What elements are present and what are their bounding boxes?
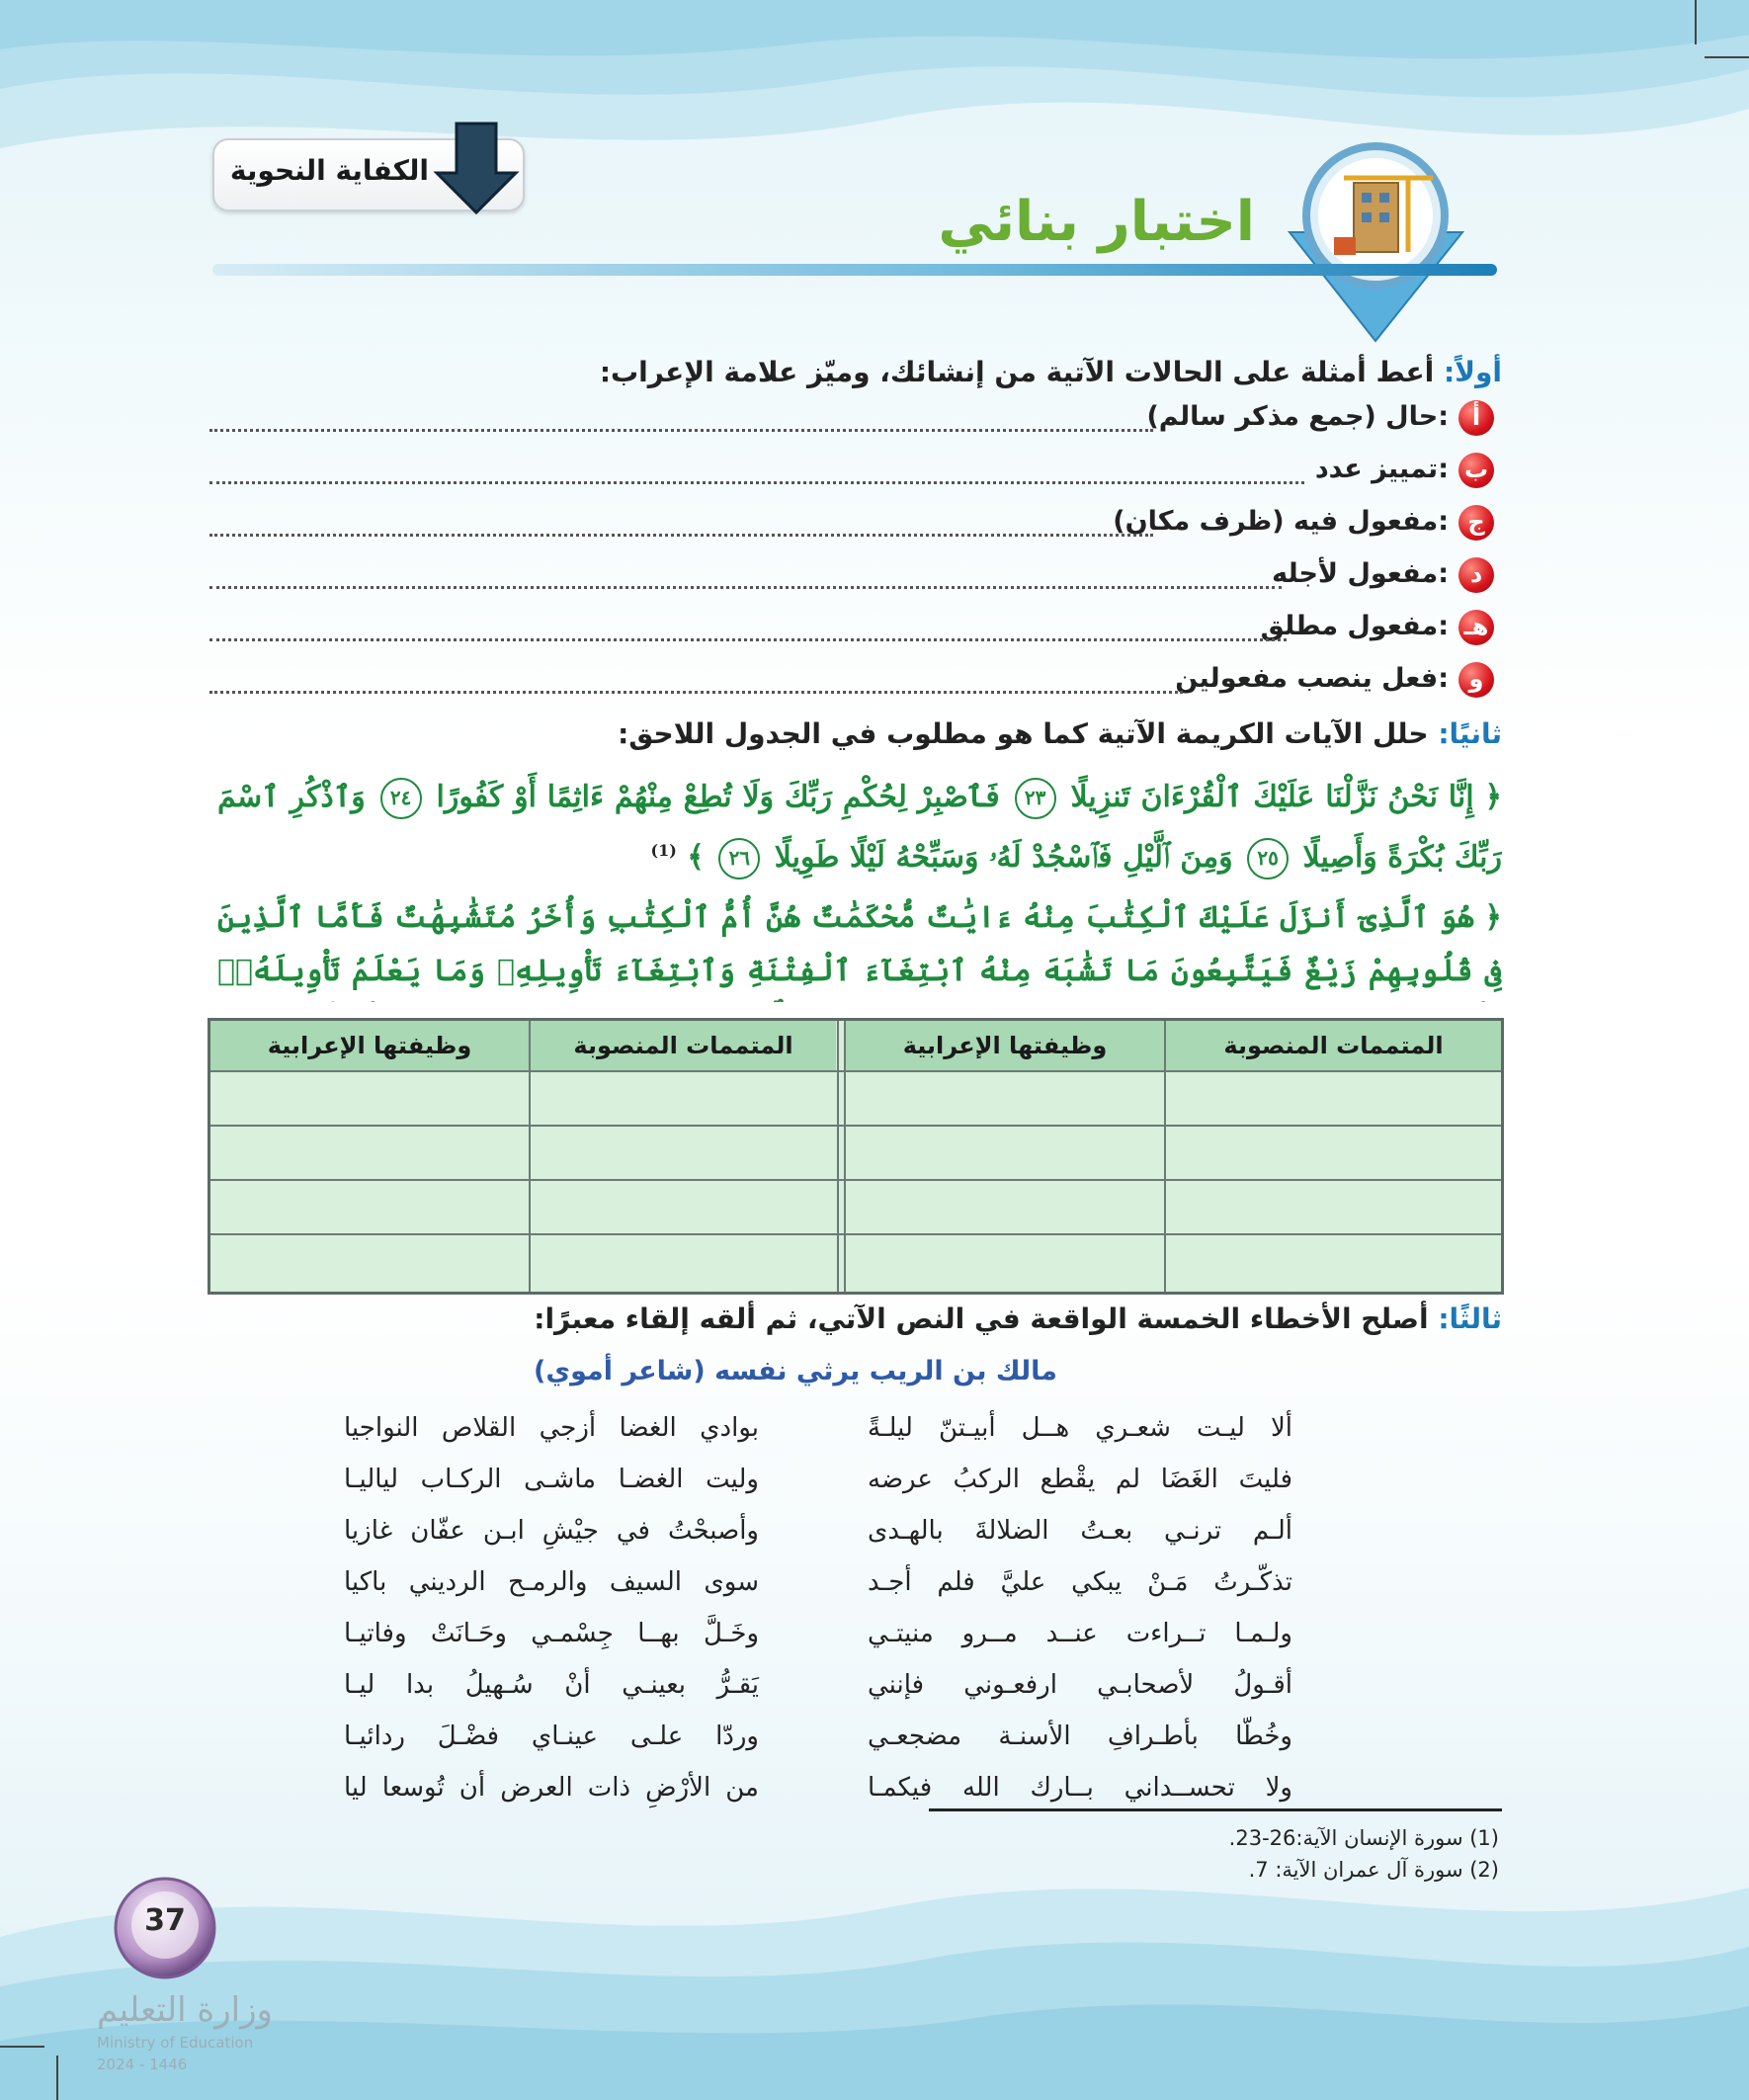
- part1-item: [209, 554, 1494, 602]
- item-label: مفعول مطلق:: [1260, 611, 1449, 641]
- item-letter-badge: أ: [1458, 400, 1494, 436]
- poem-hemistich-left: وأصبحْتُ في جيْشِ ابـن عفّان غازيا: [344, 1516, 759, 1546]
- quran-verse-2: ﴿ هُوَ ٱلَّذِىٓ أَنزَلَ عَلَيْكَ ٱلْكِتَٰبَ مِنْهُ ءَايَٰتٌ مُّحْكَمَٰتٌ هُنَّ أُمُّ ٱلْكِتَٰبِ وَأُخَرُ مُتَشَٰبِهَٰتٌ فَأَمَّا ٱلَّذِينَ فِى قُلُوبِهِمْ زَيْغٌ فَيَتَّبِعُونَ مَا تَشَٰبَهَ مِنْهُ ٱبْتِغَآءَ ٱلْفِتْنَةِ وَٱبْتِغَآءَ تَأْوِيلِهِۦ وَمَا يَعْلَمُ تَأْوِيلَهُۥٓ: [217, 891, 1502, 1002]
- footnote: (1) سورة الإنسان الآية:26-23.: [1228, 1826, 1499, 1850]
- ayah-number: ٢٥: [1247, 838, 1289, 880]
- ministry-logo-text-en: Ministry of Education: [97, 2034, 254, 2052]
- table-header: وظيفتها الإعرابية: [846, 1021, 1164, 1070]
- item-letter-badge: ج: [1458, 505, 1494, 541]
- poem-hemistich-right: ألـم ترنـي بعـتُ الضلالةَ بالهـدى: [868, 1516, 1292, 1546]
- table-cell[interactable]: [210, 1072, 529, 1290]
- item-letter-badge: ب: [1458, 453, 1494, 488]
- item-label: تمييز عدد:: [1314, 454, 1449, 484]
- page-title: اختبار بنائي: [938, 190, 1255, 254]
- answer-line[interactable]: [209, 636, 1287, 641]
- poem-hemistich-right: ولـمـا تــراءت عنــد مــرو منيتـي: [868, 1619, 1292, 1648]
- part1-item: [209, 502, 1494, 549]
- crop-mark: [1705, 56, 1749, 58]
- poem-hemistich-left: من الأرْضِ ذات العرض أن تُوسعا ليا: [344, 1773, 759, 1803]
- ministry-logo-text: وزارة التعليم: [97, 1990, 273, 2030]
- title-underline: [212, 264, 1497, 276]
- item-letter-badge: هـ: [1458, 610, 1494, 645]
- part3-heading: [534, 1302, 1502, 1335]
- part2-instruction: حلل الآيات الكريمة الآتية كما هو مطلوب في الجدول اللاحق:: [618, 717, 1429, 750]
- poem-hemistich-right: ألا ليـت شعـري هــل أبيـتنّ ليلـةً: [868, 1413, 1292, 1443]
- answer-line[interactable]: [209, 427, 1153, 432]
- part3-number: ثالثًا:: [1438, 1302, 1502, 1335]
- table-cell[interactable]: [1166, 1072, 1501, 1290]
- item-label: حال (جمع مذكر سالم):: [1146, 401, 1449, 432]
- item-label: فعل ينصب مفعولين:: [1175, 663, 1449, 694]
- item-label: مفعول لأجله:: [1272, 558, 1449, 589]
- table-cell[interactable]: [846, 1072, 1164, 1290]
- building-crane-icon: [1285, 138, 1467, 346]
- part3-instruction: أصلح الأخطاء الخمسة الواقعة في النص الآتي، ثم ألقه إلقاء معبرًا:: [534, 1302, 1429, 1335]
- part2-number: ثانيًا:: [1438, 717, 1502, 750]
- poem-hemistich-right: أقـولُ لأصحابـي ارفعـوني فإنني: [868, 1670, 1292, 1700]
- poem-hemistich-left: وردّا علـى عينـاي فضْـلَ ردائيـا: [344, 1722, 759, 1751]
- part1-number: أولاً:: [1443, 356, 1502, 388]
- part1-item: [209, 397, 1494, 445]
- answer-line[interactable]: [209, 532, 1153, 537]
- quran-verse-1: ﴿ إِنَّا نَحْنُ نَزَّلْنَا عَلَيْكَ ٱلْقُرْءَانَ تَنزِيلًا ٢٣ فَٱصْبِرْ لِحُكْمِ رَبِّكَ وَلَا تُطِعْ مِنْهُمْ ءَاثِمًا أَوْ كَفُورًا ٢٤ وَٱذْكُرِ ٱسْمَ رَبِّكَ بُكْرَةً وَأَصِيلًا ٢٥ وَمِنَ ٱلَّيْلِ فَٱسْجُدْ لَهُۥ وَسَبِّحْهُ لَيْلًا طَوِيلًا ٢٦ ﴾ $^{(1)}$: [217, 771, 1502, 882]
- poem-hemistich-left: بوادي الغضا أزجي القلاص النواجيا: [344, 1413, 759, 1443]
- poem-hemistich-right: تذكّـرتُ مَـنْ يبكي عليَّ فلم أجـد: [868, 1567, 1292, 1597]
- poem-hemistich-left: وليت الغضـا ماشـى الركـاب لياليـا: [344, 1465, 759, 1494]
- part2-heading: [618, 717, 1502, 750]
- part1-instruction: أعط أمثلة على الحالات الآتية من إنشائك، وميّز علامة الإعراب:: [599, 356, 1435, 388]
- item-letter-badge: و: [1458, 662, 1494, 698]
- crop-mark: [0, 2046, 44, 2048]
- down-arrow-icon: [427, 119, 526, 217]
- poem-title: مالك بن الريب يرثي نفسه (شاعر أموي): [534, 1356, 1057, 1386]
- table-header: المتممات المنصوبة: [531, 1021, 836, 1070]
- crop-mark: [56, 2056, 58, 2100]
- part1-item: [209, 607, 1494, 654]
- ayah-number: ٢٤: [380, 778, 422, 819]
- answer-line[interactable]: [209, 479, 1304, 484]
- footnote: (2) سورة آل عمران الآية: 7.: [1248, 1858, 1499, 1882]
- table-cell[interactable]: [531, 1072, 836, 1290]
- poem-hemistich-right: فليتَ الغَضَا لم يقْطع الركبُ عرضه: [868, 1465, 1292, 1494]
- ayah-number: ٢٦: [718, 838, 760, 880]
- section-tab-label: الكفاية النحوية: [229, 154, 429, 187]
- table-header: وظيفتها الإعرابية: [210, 1021, 529, 1070]
- analysis-table: [208, 1018, 1504, 1295]
- page-number: 37: [144, 1903, 186, 1938]
- item-label: مفعول فيه (ظرف مكان):: [1113, 506, 1449, 537]
- part1-item: [209, 450, 1494, 497]
- footnote-marker: (1): [650, 841, 677, 860]
- ayah-number: ٢٣: [1015, 778, 1056, 819]
- part1-heading: [600, 356, 1502, 388]
- part1-item: [209, 659, 1494, 707]
- crop-mark: [1695, 0, 1697, 44]
- table-header: المتممات المنصوبة: [1166, 1021, 1501, 1070]
- poem-hemistich-left: يَقـرُّ بعينـي أنْ سُـهيلُ بدا ليـا: [344, 1670, 759, 1700]
- footnote-rule: [929, 1808, 1502, 1811]
- answer-line[interactable]: [209, 689, 1183, 694]
- edition-year: 2024 - 1446: [97, 2056, 188, 2073]
- poem-hemistich-right: ولا تحســداني بــارك الله فيكمـا: [868, 1773, 1292, 1803]
- item-letter-badge: د: [1458, 557, 1494, 593]
- answer-line[interactable]: [209, 584, 1282, 589]
- poem-hemistich-left: سوى السيف والرمـح الرديني باكيا: [344, 1567, 759, 1597]
- poem-hemistich-left: وخَـلَّ بهــا جِسْمـي وحَـانَتْ وفاتيـا: [344, 1619, 759, 1648]
- poem-hemistich-right: وخُطّا بأطـرافِ الأسنـة مضجعـي: [868, 1722, 1292, 1751]
